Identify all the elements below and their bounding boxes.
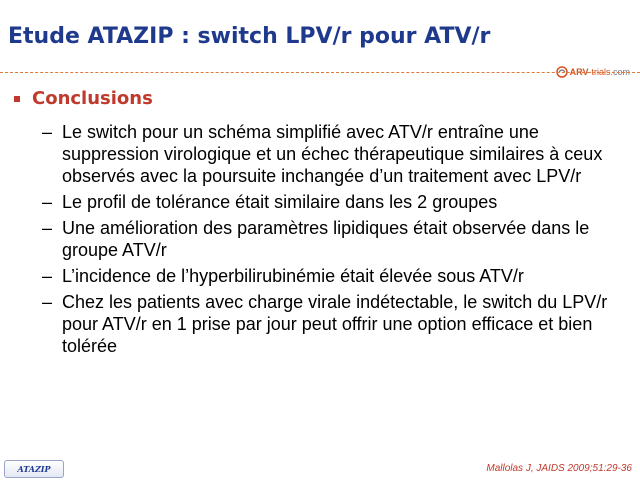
logo-text-com: .com xyxy=(610,67,630,77)
list-item-text: Chez les patients avec charge virale indétectable, le switch du LPV/r pour ATV/r en 1 prise par jour peut offrir une option efficace et bien tolérée xyxy=(62,292,608,356)
logo-text-trials: -trials xyxy=(588,67,611,77)
list-item-text: Le switch pour un schéma simplifié avec ATV/r entraîne une suppression virologique et un échec thérapeutique similaires à ceux observés avec la poursuite inchangée d’un traitement avec LPV/r xyxy=(62,122,603,186)
list-item xyxy=(42,291,632,357)
list-item-text: Le profil de tolérance était similaire dans les 2 groupes xyxy=(62,192,498,212)
section-header xyxy=(14,88,153,109)
list-item xyxy=(42,265,632,287)
dash-bullet: – xyxy=(42,218,53,238)
study-tag: ATAZIP xyxy=(4,460,64,478)
dash-bullet: – xyxy=(42,192,53,212)
citation: Mallolas J, JAIDS 2009;51:29-36 xyxy=(486,463,632,474)
square-bullet-icon xyxy=(14,96,20,102)
dash-bullet: – xyxy=(42,122,53,142)
list-item-text: Une amélioration des paramètres lipidiques était observée dans le groupe ATV/r xyxy=(62,218,590,260)
list-item xyxy=(42,121,632,187)
list-item-text: L’incidence de l’hyperbilirubinémie était élevée sous ATV/r xyxy=(62,266,524,286)
list-item xyxy=(42,191,632,213)
list-item xyxy=(42,217,632,261)
logo-text-arv: ARV xyxy=(569,67,589,77)
slide-title: Etude ATAZIP : switch LPV/r pour ATV/r xyxy=(8,24,491,49)
dash-bullet: – xyxy=(42,266,53,286)
dash-bullet: – xyxy=(42,292,53,312)
section-title: Conclusions xyxy=(32,88,153,109)
title-divider xyxy=(0,72,640,73)
conclusions-list xyxy=(42,121,632,361)
